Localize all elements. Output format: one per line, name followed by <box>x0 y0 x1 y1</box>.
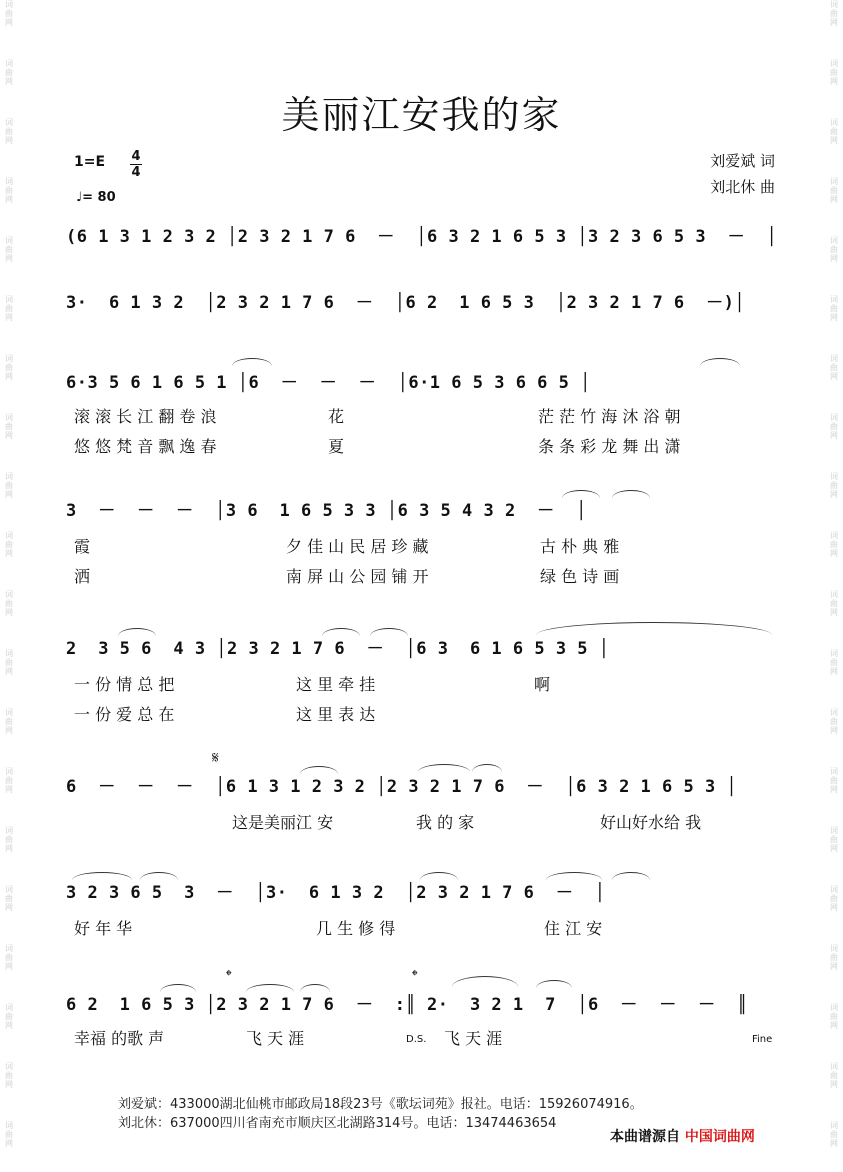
notation-line-4: 3 － － － │3 6 1 6 5 3 3 │6 3 5 4 3 2 － │ <box>66 501 587 521</box>
coda-icon: 𝄌 <box>226 966 232 985</box>
lyric-3-v2-b: 夏 <box>328 437 345 456</box>
tempo-mark: ♩= 80 <box>76 190 116 205</box>
lyric-3-v2-c: 条 条 彩 龙 舞 出 潇 <box>538 437 681 456</box>
lyricist-credit: 刘爱斌 词 <box>710 152 775 170</box>
lyric-3-v2-a: 悠 悠 梵 音 飘 逸 春 <box>74 437 217 456</box>
lyric-8-a: 幸福 的歌 声 <box>74 1029 165 1048</box>
lyric-3-v1-a: 滚 滚 长 江 翻 卷 浪 <box>74 407 217 426</box>
slur <box>700 358 740 366</box>
lyric-4-v1-a: 霞 <box>74 537 91 556</box>
lyric-8-b: 飞 天 涯 <box>246 1029 305 1048</box>
lyric-3-v1-b: 花 <box>328 407 345 426</box>
slur <box>452 976 518 987</box>
slur <box>536 980 572 988</box>
lyric-7-a: 好 年 华 <box>74 919 133 938</box>
lyric-7-b: 几 生 修 得 <box>316 919 396 938</box>
credits <box>710 148 775 200</box>
source-prefix: 本曲谱源自 <box>610 1129 680 1145</box>
lyric-5-v2-a: 一 份 爱 总 在 <box>74 705 175 724</box>
lyric-5-v1-c: 啊 <box>534 675 551 694</box>
segno-icon: 𝄋 <box>212 748 219 767</box>
fine-mark: Fine <box>752 1034 773 1045</box>
key-signature: 1=E <box>74 154 106 170</box>
time-signature-top: 4 <box>131 149 141 164</box>
lyric-4-v2-a: 洒 <box>74 567 91 586</box>
composer-contact: 刘北休：637000四川省南充市顺庆区北湖路314号。电话：13474463654 <box>118 1116 557 1131</box>
lyric-6-c: 好山好水给 我 <box>600 813 702 832</box>
time-signature <box>130 149 142 180</box>
notation-line-7: 3 2 3 6 5 3 － │3· 6 1 3 2 │2 3 2 1 7 6 － │ <box>66 883 606 903</box>
lyric-5-v1-a: 一 份 情 总 把 <box>74 675 175 694</box>
lyric-8-c: 飞 天 涯 <box>444 1029 503 1048</box>
coda-icon: 𝄌 <box>412 966 418 985</box>
source-site: 中国词曲网 <box>684 1129 755 1145</box>
lyricist-contact: 刘爱斌：433000湖北仙桃市邮政局18段23号《歌坛词苑》报社。电话：15926074916。 <box>118 1097 643 1112</box>
notation-line-5: 2 3 5 6 4 3 │2 3 2 1 7 6 － │6 3 6 1 6 5 3 5 │ <box>66 639 610 659</box>
lyric-3-v1-c: 茫 茫 竹 海 沐 浴 朝 <box>538 407 681 426</box>
lyric-6-a: 这是美丽江 安 <box>232 813 334 832</box>
notation-line-3: 6·3 5 6 1 6 5 1 │6 － － － │6·1 6 5 3 6 6 5 │ <box>66 373 591 393</box>
lyric-5-v2-b: 这 里 表 达 <box>296 705 376 724</box>
lyric-6-b: 我 的 家 <box>416 813 475 832</box>
watermark-right: 词 曲 网 词 曲 网 词 曲 网 词 曲 网 词 曲 网 词 曲 网 词 曲 网 词 曲 网 词 曲 网 词 曲 网 词 曲 网 词 曲 网 词 曲 网 词 曲 网 词 曲 网 词 曲 网 词 曲 网 词 曲 网 词 曲 网 词 曲 网 <box>830 0 838 1148</box>
notation-line-1: (6 1 3 1 2 3 2 │2 3 2 1 7 6 － │6 3 2 1 6 5 3 │3 2 3 6 5 3 － │ <box>66 227 778 247</box>
notation-line-8: 6 2 1 6 5 3 │2 3 2 1 7 6 － :║ 2· 3 2 1 7 │6 － － － ║ <box>66 995 748 1015</box>
source-credit <box>610 1126 755 1146</box>
lyric-4-v2-c: 绿 色 诗 画 <box>540 567 620 586</box>
lyric-7-c: 住 江 安 <box>544 919 603 938</box>
song-title: 美丽江安我的家 <box>281 93 562 137</box>
notation-line-6: 6 － － － │6 1 3 1 2 3 2 │2 3 2 1 7 6 － │6 3 2 1 6 5 3 │ <box>66 777 738 797</box>
watermark-left: 词 曲 网 词 曲 网 词 曲 网 词 曲 网 词 曲 网 词 曲 网 词 曲 网 词 曲 网 词 曲 网 词 曲 网 词 曲 网 词 曲 网 词 曲 网 词 曲 网 词 曲 网 词 曲 网 词 曲 网 词 曲 网 词 曲 网 词 曲 网 <box>5 0 13 1148</box>
lyric-4-v2-b: 南 屏 山 公 园 铺 开 <box>286 567 429 586</box>
composer-credit: 刘北休 曲 <box>710 178 775 196</box>
footer-contacts <box>118 1095 643 1133</box>
slur <box>232 358 272 366</box>
notation-line-2: 3· 6 1 3 2 │2 3 2 1 7 6 － │6 2 1 6 5 3 │2 3 2 1 7 6 －)│ <box>66 293 746 313</box>
dal-segno-mark: D.S. <box>406 1034 427 1045</box>
lyric-5-v1-b: 这 里 牵 挂 <box>296 675 376 694</box>
time-signature-bottom: 4 <box>131 165 141 180</box>
lyric-4-v1-b: 夕 佳 山 民 居 珍 藏 <box>286 537 429 556</box>
lyric-4-v1-c: 古 朴 典 雅 <box>540 537 620 556</box>
